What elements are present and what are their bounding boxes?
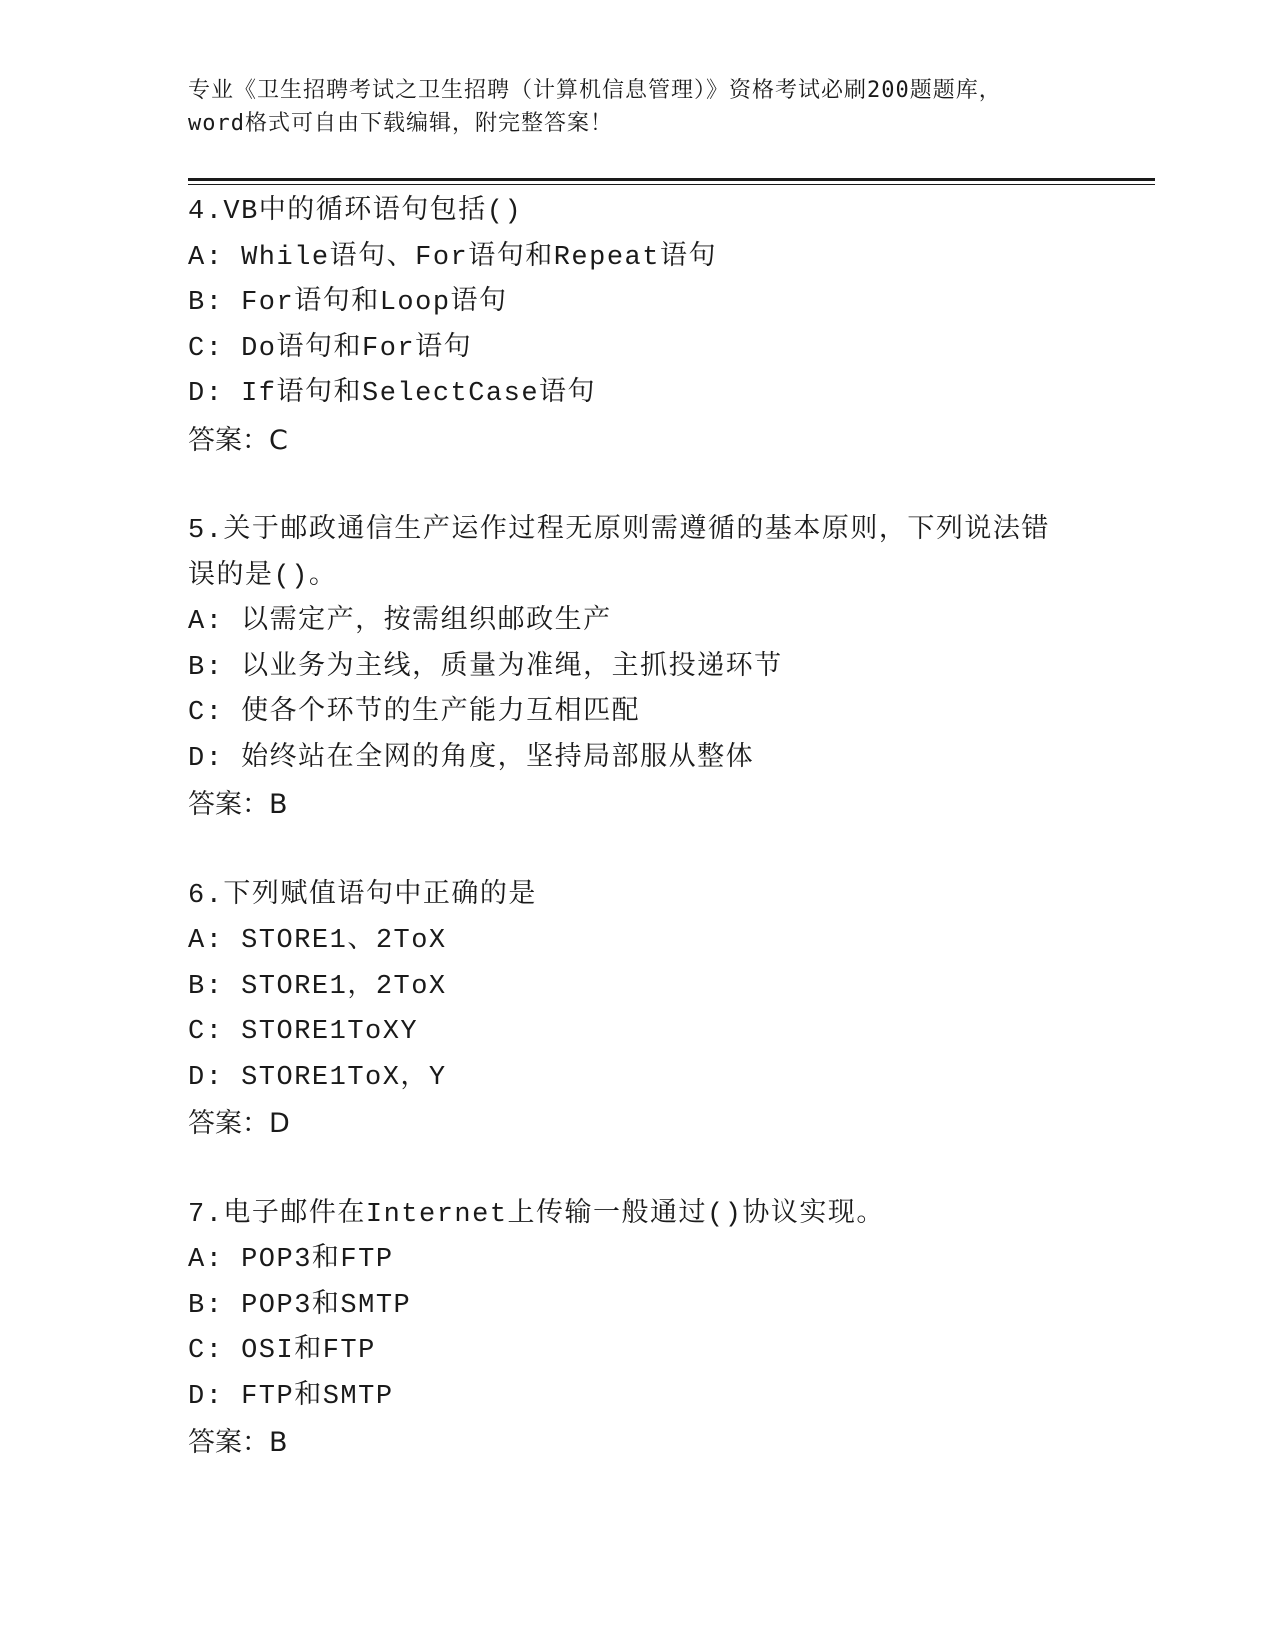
option-c: C: 使各个环节的生产能力互相匹配 bbox=[188, 698, 641, 728]
document-header bbox=[188, 74, 1088, 140]
question-4 bbox=[188, 190, 1088, 463]
option-d: D: STORE1ToX，Y bbox=[188, 1062, 447, 1093]
answer-line: 答案：B bbox=[188, 1427, 288, 1458]
question-stem: 4.VB中的循环语句包括() bbox=[188, 197, 523, 227]
option-b: B: For语句和Loop语句 bbox=[188, 288, 508, 318]
answer-line: 答案：D bbox=[188, 1108, 290, 1139]
option-a: A: While语句、For语句和Repeat语句 bbox=[188, 242, 717, 273]
question-6 bbox=[188, 874, 1088, 1147]
question-spacer bbox=[188, 828, 1088, 874]
question-stem: 6.下列赋值语句中正确的是 bbox=[188, 880, 537, 911]
option-d: D: If语句和SelectCase语句 bbox=[188, 379, 597, 409]
option-b: B: STORE1，2ToX bbox=[188, 971, 447, 1002]
header-rule-thin bbox=[188, 184, 1155, 185]
option-b: B: 以业务为主线，质量为准绳，主抓投递环节 bbox=[188, 652, 783, 683]
option-d: D: 始终站在全网的角度，坚持局部服从整体 bbox=[188, 743, 755, 774]
question-stem: 7.电子邮件在Internet上传输一般通过()协议实现。 bbox=[188, 1199, 885, 1230]
question-list bbox=[188, 190, 1088, 1466]
question-5 bbox=[188, 509, 1088, 828]
question-stem: 5.关于邮政通信生产运作过程无原则需遵循的基本原则，下列说法错 bbox=[188, 516, 1050, 546]
question-stem-continued: 误的是()。 bbox=[188, 561, 338, 592]
option-b: B: POP3和SMTP bbox=[188, 1290, 412, 1321]
question-spacer bbox=[188, 1147, 1088, 1193]
header-rule-thick bbox=[188, 178, 1155, 181]
option-c: C: STORE1ToXY bbox=[188, 1017, 419, 1047]
question-7 bbox=[188, 1193, 1088, 1466]
option-a: A: 以需定产，按需组织邮政生产 bbox=[188, 607, 612, 637]
answer-line: 答案：B bbox=[188, 789, 288, 820]
question-spacer bbox=[188, 463, 1088, 509]
option-c: C: Do语句和For语句 bbox=[188, 333, 473, 364]
option-d: D: FTP和SMTP bbox=[188, 1381, 394, 1412]
header-line-2: word格式可自由下载编辑，附完整答案！ bbox=[188, 111, 613, 136]
option-a: A: STORE1、2ToX bbox=[188, 926, 447, 956]
option-a: A: POP3和FTP bbox=[188, 1245, 394, 1275]
header-line-1: 专业《卫生招聘考试之卫生招聘（计算机信息管理）》资格考试必刷200题题库， bbox=[188, 78, 1002, 103]
answer-line: 答案：C bbox=[188, 424, 288, 456]
option-c: C: OSI和FTP bbox=[188, 1336, 376, 1366]
